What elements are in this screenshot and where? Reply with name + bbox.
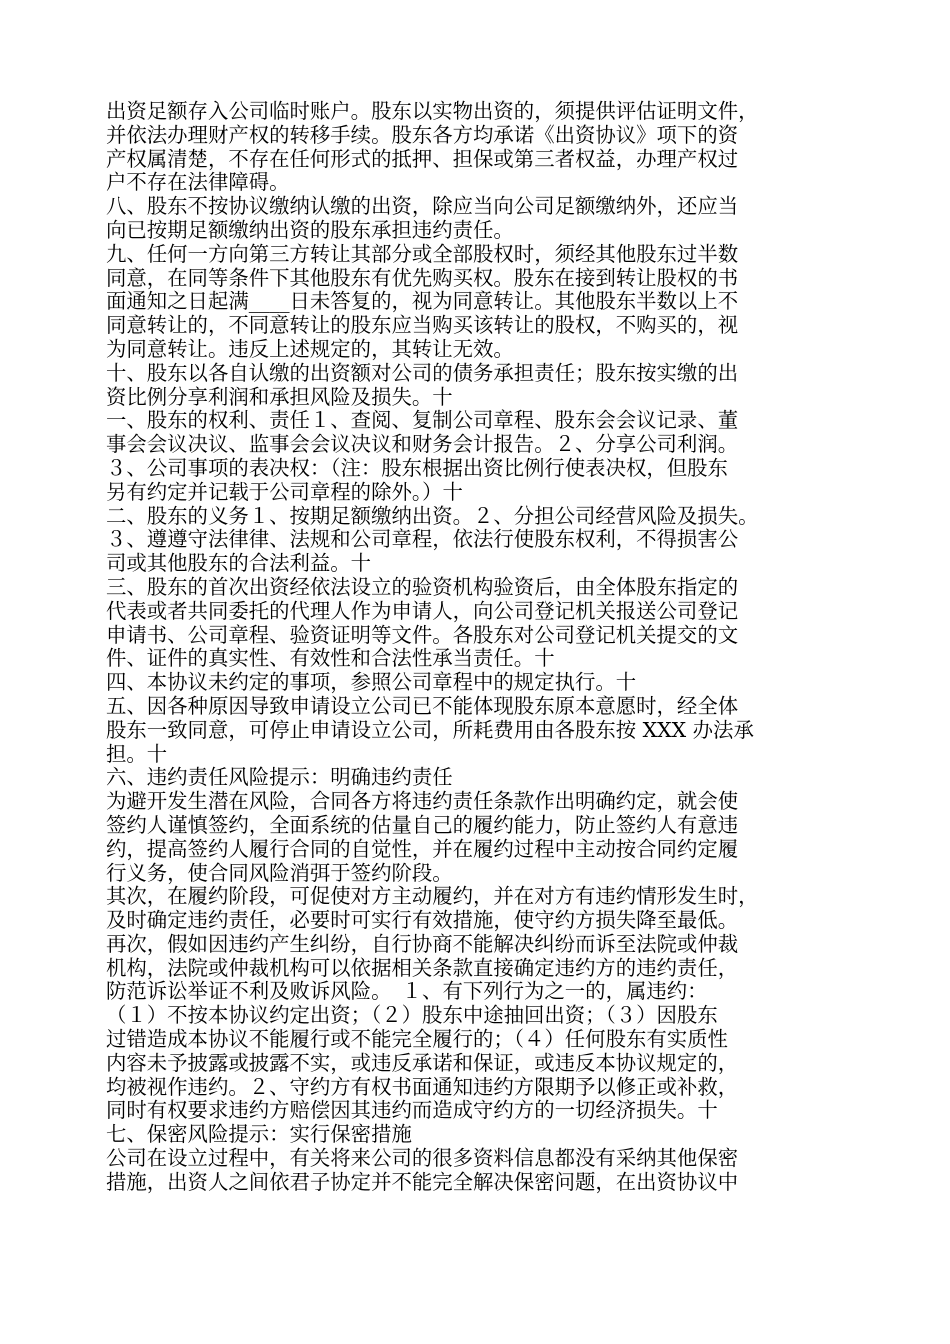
text-line: 签约人谨慎签约，全面系统的估量自己的履约能力，防止签约人有意违	[106, 812, 739, 837]
text-line: 同时有权要求违约方赔偿因其违约而造成守约方的一切经济损失。十	[106, 1098, 718, 1123]
text-line: 行义务，使合同风险消弭于签约阶段。	[106, 860, 453, 885]
text-line: 为同意转让。违反上述规定的，其转让无效。	[106, 336, 514, 361]
text-line: 司或其他股东的合法利益。十	[106, 551, 372, 576]
text-line: 三、股东的首次出资经依法设立的验资机构验资后，由全体股东指定的	[106, 574, 739, 599]
text-line: 五、因各种原因导致申请设立公司已不能体现股东原本意愿时，经全体	[106, 693, 739, 718]
document-body	[106, 100, 864, 1195]
text-line: 内容未予披露或披露不实，或违反承诺和保证，或违反本协议规定的，	[106, 1050, 739, 1075]
text-line: 约，提高签约人履行合同的自觉性，并在履约过程中主动按合同约定履	[106, 836, 739, 861]
text-line: 机构，法院或仲裁机构可以依据相关条款直接确定违约方的违约责任，	[106, 955, 739, 980]
text-line: 七、保密风险提示：实行保密措施	[106, 1122, 412, 1147]
text-line: 同意，在同等条件下其他股东有优先购买权。股东在接到转让股权的书	[106, 265, 739, 290]
text-line: 其次，在履约阶段，可促使对方主动履约，并在对方有违约情形发生时，	[106, 884, 759, 909]
text-line: 面通知之日起满____日未答复的，视为同意转让。其他股东半数以上不	[106, 289, 739, 314]
text-line: 公司在设立过程中，有关将来公司的很多资料信息都没有采纳其他保密	[106, 1146, 739, 1171]
text-line: 产权属清楚，不存在任何形式的抵押、担保或第三者权益，办理产权过	[106, 146, 739, 171]
text-line: 事会会议决议、监事会会议决议和财务会计报告。２、分享公司利润。	[106, 432, 739, 457]
text-line: 担。十	[106, 741, 168, 766]
text-line: 为避开发生潜在风险，合同各方将违约责任条款作出明确约定，就会使	[106, 789, 739, 814]
text-line: 户不存在法律障碍。	[106, 170, 290, 195]
text-line: 再次，假如因违约产生纠纷，自行协商不能解决纠纷而诉至法院或仲裁	[106, 931, 739, 956]
text-line: 过错造成本协议不能履行或不能完全履行的；（４）任何股东有实质性	[106, 1027, 728, 1052]
text-line: 措施，出资人之间依君子协定并不能完全解决保密问题，在出资协议中	[106, 1169, 739, 1194]
text-line: 四、本协议未约定的事项，参照公司章程中的规定执行。十	[106, 670, 637, 695]
text-line: 六、违约责任风险提示：明确违约责任	[106, 765, 453, 790]
text-line: 资比例分享利润和承担风险及损失。十	[106, 384, 453, 409]
text-line: 二、股东的义务１、按期足额缴纳出资。２、分担公司经营风险及损失。	[106, 503, 759, 528]
text-line: 向已按期足额缴纳出资的股东承担违约责任。	[106, 217, 514, 242]
text-line: 件、证件的真实性、有效性和合法性承当责任。十	[106, 646, 555, 671]
text-line: 同意转让的，不同意转让的股东应当购买该转让的股权，不购买的，视	[106, 313, 739, 338]
text-line: 一、股东的权利、责任１、查阅、复制公司章程、股东会会议记录、董	[106, 408, 739, 433]
text-line: 股东一致同意，可停止申请设立公司，所耗费用由各股东按 XXX 办法承	[106, 717, 754, 742]
text-line: 并依法办理财产权的转移手续。股东各方均承诺《出资协议》项下的资	[106, 122, 739, 147]
text-line: 代表或者共同委托的代理人作为申请人，向公司登记机关报送公司登记	[106, 598, 739, 623]
text-line: （１）不按本协议约定出资；（２）股东中途抽回出资；（３）因股东	[106, 1003, 718, 1028]
text-line: 另有约定并记载于公司章程的除外。）十	[106, 479, 463, 504]
text-line: 九、任何一方向第三方转让其部分或全部股权时，须经其他股东过半数	[106, 241, 739, 266]
text-line: 八、股东不按协议缴纳认缴的出资，除应当向公司足额缴纳外，还应当	[106, 194, 739, 219]
text-line: 及时确定违约责任，必要时可实行有效措施，使守约方损失降至最低。	[106, 908, 739, 933]
text-line: 十、股东以各自认缴的出资额对公司的债务承担责任；股东按实缴的出	[106, 360, 739, 385]
text-line: ３、遵遵守法律律、法规和公司章程，依法行使股东权利，不得损害公	[106, 527, 739, 552]
text-line: 均被视作违约。２、守约方有权书面通知违约方限期予以修正或补救，	[106, 1074, 739, 1099]
text-line: 出资足额存入公司临时账户。股东以实物出资的，须提供评估证明文件，	[106, 99, 759, 123]
text-line: 防范诉讼举证不利及败诉风险。 １、有下列行为之一的，属违约：	[106, 979, 708, 1004]
text-line: ３、公司事项的表决权：（注：股东根据出资比例行使表决权，但股东	[106, 455, 728, 480]
text-line: 申请书、公司章程、验资证明等文件。各股东对公司登记机关提交的文	[106, 622, 739, 647]
